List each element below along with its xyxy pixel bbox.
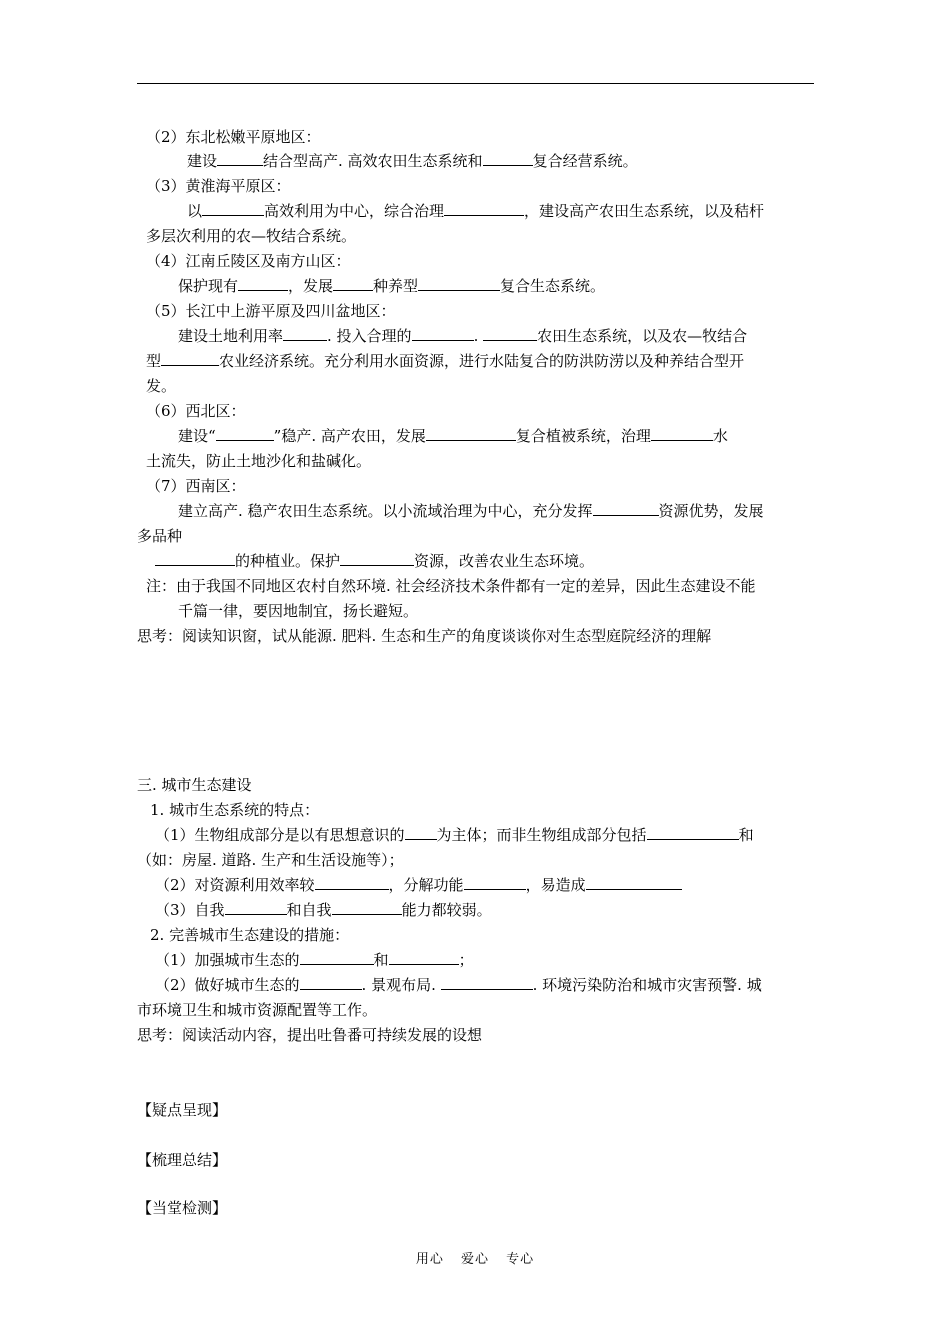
header-rule — [137, 83, 814, 84]
text-line: 建设“ ”稳产. 高产农田，发展 复合植被系统，治理 水 — [178, 427, 728, 445]
footer-word: 爱心 — [460, 1252, 489, 1267]
text-line: （1）加强城市生态的 和 ； — [155, 951, 474, 969]
fill-blank[interactable] — [586, 875, 682, 890]
fill-blank[interactable] — [315, 875, 389, 890]
fill-blank[interactable] — [202, 201, 264, 216]
text-line: 多层次利用的农—牧结合系统。 — [146, 227, 357, 245]
text-line: 多品种 — [137, 527, 183, 545]
fill-blank[interactable] — [300, 975, 362, 990]
think-question: 思考：阅读知识窗，试从能源. 肥料. 生态和生产的角度谈谈你对生态型庭院经济的理解 — [137, 627, 712, 645]
footer-word: 用心 — [415, 1252, 444, 1267]
fill-blank[interactable] — [483, 326, 537, 341]
fill-blank[interactable] — [593, 501, 659, 516]
heading-northwest: （6）西北区： — [146, 402, 246, 420]
fill-blank[interactable] — [647, 825, 739, 840]
heading-doubts: 【疑点呈现】 — [137, 1101, 228, 1119]
fill-blank[interactable] — [651, 426, 713, 441]
text-line: （1）生物组成部分是以有思想意识的 为主体；而非生物组成部分包括 和 — [155, 826, 754, 844]
fill-blank[interactable] — [444, 201, 524, 216]
subsection-title: 2. 完善城市生态建设的措施： — [150, 926, 350, 944]
fill-blank[interactable] — [238, 276, 288, 291]
fill-blank[interactable] — [464, 875, 526, 890]
text-line: 发。 — [146, 377, 177, 395]
fill-blank[interactable] — [412, 326, 474, 341]
fill-blank[interactable] — [300, 950, 374, 965]
text-line: 保护现有 ，发展 种养型 复合生态系统。 — [178, 277, 606, 295]
text-line: 建立高产. 稳产农田生态系统。以小流域治理为中心，充分发挥 资源优势，发展 — [178, 502, 764, 520]
heading-summary: 【梳理总结】 — [137, 1151, 228, 1169]
fill-blank[interactable] — [217, 151, 263, 166]
text-line: （如：房屋. 道路. 生产和生活设施等）； — [137, 851, 404, 869]
text-line: （2）对资源利用效率较 ，分解功能 ，易造成 — [155, 875, 682, 895]
fill-blank[interactable] — [283, 326, 327, 341]
footer-word: 专心 — [506, 1252, 535, 1267]
section-title: 三. 城市生态建设 — [137, 776, 252, 794]
fill-blank[interactable] — [426, 426, 516, 441]
fill-blank[interactable] — [216, 426, 274, 441]
fill-blank[interactable] — [161, 351, 219, 366]
fill-blank[interactable] — [418, 276, 500, 291]
heading-check: 【当堂检测】 — [137, 1199, 228, 1217]
fill-blank[interactable] — [332, 900, 402, 915]
text-line: 市环境卫生和城市资源配置等工作。 — [137, 1001, 378, 1019]
text-line: 建设 结合型高产. 高效农田生态系统和 复合经营系统。 — [187, 152, 638, 170]
note: 千篇一律，要因地制宜，扬长避短。 — [178, 602, 419, 620]
subsection-title: 1. 城市生态系统的特点： — [150, 801, 320, 819]
heading-jiangnan: （4）江南丘陵区及南方山区： — [146, 252, 351, 270]
fill-blank[interactable] — [340, 551, 414, 566]
fill-blank[interactable] — [405, 825, 437, 840]
fill-blank[interactable] — [333, 276, 373, 291]
heading-northeast: （2）东北松嫩平原地区： — [146, 128, 321, 146]
fill-blank[interactable] — [389, 950, 459, 965]
text-line: 土流失，防止土地沙化和盐碱化。 — [146, 452, 372, 470]
fill-blank[interactable] — [483, 151, 533, 166]
text-line: （2）做好城市生态的 . 景观布局. . 环境污染防治和城市灾害预警. 城 — [155, 976, 762, 994]
heading-huanghuaihai: （3）黄淮海平原区： — [146, 177, 291, 195]
text-line: 型 农业经济系统。充分利用水面资源，进行水陆复合的防洪防涝以及种养结合型开 — [146, 352, 745, 370]
page-footer — [0, 1248, 950, 1267]
think-question: 思考：阅读活动内容，提出吐鲁番可持续发展的设想 — [137, 1026, 483, 1044]
fill-blank[interactable] — [441, 975, 533, 990]
text-line: 的种植业。保护 资源，改善农业生态环境。 — [155, 551, 594, 571]
text-line: 建设土地利用率 . 投入合理的 . 农田生态系统，以及农—牧结合 — [178, 327, 748, 345]
note: 注：由于我国不同地区农村自然环境. 社会经济技术条件都有一定的差异，因此生态建设不能 — [146, 577, 756, 595]
heading-southwest: （7）西南区： — [146, 477, 246, 495]
fill-blank[interactable] — [155, 551, 235, 566]
text-line: 以 高效利用为中心，综合治理 ，建设高产农田生态系统，以及秸杆 — [187, 202, 765, 220]
text-line: （3）自我 和自我 能力都较弱。 — [155, 901, 492, 919]
heading-changjiang: （5）长江中上游平原及四川盆地区： — [146, 302, 396, 320]
fill-blank[interactable] — [225, 900, 287, 915]
